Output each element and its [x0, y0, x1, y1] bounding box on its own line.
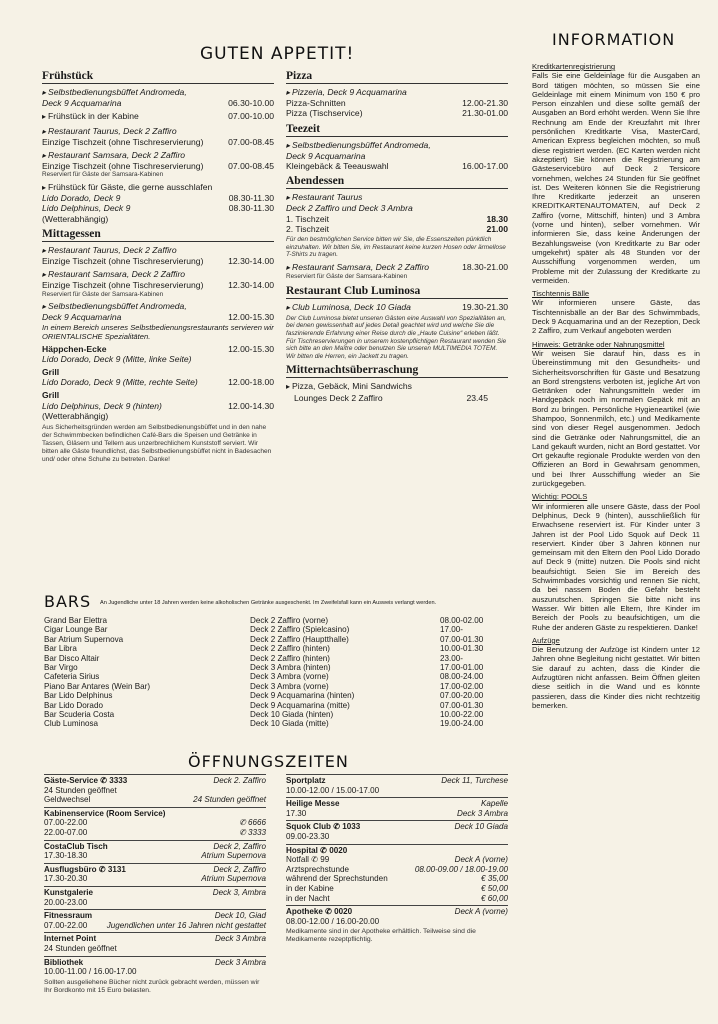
- item-title: ▸ Pizzeria, Deck 9 Acquamarina: [286, 87, 508, 98]
- schedule-name: Kunstgalerie: [44, 887, 94, 897]
- item-time: 08.30-11.30: [228, 193, 274, 204]
- bar-hours: 07.00-20.00: [440, 691, 484, 701]
- item-time: 19.30-21.30: [462, 301, 508, 312]
- schedule-heading: [286, 844, 508, 856]
- list-item: [42, 182, 274, 224]
- item-time: 23.45: [466, 392, 488, 403]
- item-note: Für den bestmöglichen Service bitten wir Sie, die Essenszeiten pünktlich einzuhalten. Wir bitten Sie, im Restaurant keine kurzen Hosen oder ärmellose T-Shirts zu tragen.: [286, 236, 506, 259]
- list-item: [42, 367, 274, 387]
- item-time: 07.00-10.00: [228, 111, 274, 122]
- bar-hours: 07.00-01.30: [440, 700, 484, 710]
- schedule-value: 07.00-22.00: [44, 920, 88, 930]
- main-title: GUTEN APPETIT!: [200, 44, 355, 64]
- item-sub: Lido Delphinus, Deck 9 (hinten): [42, 400, 162, 411]
- list-item: [42, 126, 274, 147]
- bar-location: Deck 10 Giada (hinten): [250, 710, 334, 720]
- item-time: 06.30-10.00: [228, 98, 274, 109]
- list-item: [42, 87, 274, 108]
- item-title: ▸ Selbstbedienungsbüffet Andromeda,: [42, 87, 274, 98]
- schedule-heading: [286, 797, 508, 809]
- list-item: [42, 245, 274, 266]
- bar-row: [44, 644, 506, 653]
- schedule-value: in der Kabine: [286, 883, 334, 893]
- item-time: 12.00-15.30: [228, 312, 274, 323]
- section-luminosa: Restaurant Club Luminosa: [286, 285, 508, 299]
- item-time: 21.30-01.00: [462, 108, 508, 119]
- schedule-detail: € 60,00: [480, 893, 508, 903]
- schedule-line: [286, 884, 508, 894]
- schedule-heading: [44, 886, 266, 898]
- item-time: 08.30-11.30: [228, 203, 274, 214]
- item-sub: Lido Delphinus, Deck 9: [42, 203, 131, 214]
- schedule-value: 20.00-23.00: [44, 897, 88, 907]
- schedule-line: [44, 967, 266, 977]
- schedule-location: Deck 11, Turchese: [441, 776, 508, 785]
- schedule-location: Deck 2, Zaffiro: [213, 841, 266, 851]
- schedule-location: Deck 10 Giada: [454, 822, 508, 832]
- item-time: 12.30-14.00: [228, 256, 274, 267]
- bar-row: [44, 691, 506, 700]
- schedule-name: Hospital ✆ 0020: [286, 845, 348, 855]
- item-sub: Pizza (Tischservice): [286, 108, 363, 119]
- schedule-line: [286, 809, 508, 819]
- item-time: 07.00-08.45: [228, 136, 274, 147]
- info-heading: Aufzüge: [532, 635, 560, 645]
- bar-location: Deck 2 Zaffiro (hinten): [250, 653, 330, 663]
- schedule-name: Internet Point: [44, 934, 97, 944]
- schedule-note: Sollten ausgeliehene Bücher nicht zurück gebracht werden, müssen wir Ihr Bordkonto mit 15 Euro belasten.: [44, 978, 260, 994]
- info-heading: Hinweis: Getränke oder Nahrungsmittel: [532, 339, 665, 349]
- item-note: Der Club Luminosa bietet unseren Gästen eine Auswahl von Spezialitäten an, bei denen gewissenhaft auf jedes Detail geachtet wird und welche Sie die faszinierende Erfahrung einer Reise durch die „Haute Cuisine“ erleben läßt. Für Tischreservierungen in unserem kostenpflichtigen Restaurant wenden Sie sich bitte an den Maître oder benutzen Sie unseren MULTIMEDIA TOTEM. Wir bitten die Herren, ein Jackett zu tragen.: [286, 314, 507, 360]
- bar-row: [44, 701, 506, 710]
- schedule-detail: Jugendlichen unter 16 Jahren nicht gestattet: [106, 920, 266, 930]
- bar-hours: 17.00-02.00: [440, 681, 484, 691]
- bar-row: [44, 682, 506, 691]
- item-note: In einem Bereich unseres Selbstbedienungsrestaurants servieren wir ORIENTALISCHE Spezialitäten.: [42, 322, 274, 341]
- schedule-value: 22.00-07.00: [44, 827, 88, 837]
- info-heading: Kreditkartenregistrierung: [532, 62, 616, 71]
- schedule-value: Notfall ✆ 99: [286, 855, 330, 865]
- schedule-name: Sportplatz: [286, 776, 326, 785]
- section-pizza: Pizza: [286, 70, 508, 84]
- bar-row: [44, 663, 506, 672]
- item-time: 12.00-21.30: [462, 98, 508, 109]
- middle-menu-column: [286, 66, 508, 406]
- footnote: Aus Sicherheitsgründen werden am Selbstbedienungsbüffet und in den nahe der Schwimmbecken befindlichen Café-Bars die Speisen und Getränke in Tassen, Gläsern und Tellern aus unzerbrechlichem Kunststoff serviert. Wir bitten alle Gäste freundlichst, das Selbstbedienungsbüffet nicht in Badesachen und/ oder ohne Schuhe zu betreten. Danke!: [42, 424, 272, 464]
- schedule-line: [44, 786, 266, 796]
- schedule-name: Bibliothek: [44, 957, 84, 967]
- bars-title: BARS: [44, 592, 92, 611]
- schedule-value: 08.00-12.00 / 16.00-20.00: [286, 916, 380, 926]
- schedule-location: Deck 3 Ambra: [215, 957, 266, 967]
- schedule-name: Ausflugsbüro ✆ 3131: [44, 864, 126, 874]
- info-paragraph: Wir informieren unsere Gäste, das Tischtennisbälle an der Bar des Schwimmbads, Deck 9 Acquamarina und an der Rezeption, Deck 2 Zaffiro, zum Verkauf angeboten werden: [532, 298, 700, 336]
- bar-location: Deck 9 Acquamarina (mitte): [250, 700, 350, 710]
- schedule-value: 17.30-18.30: [44, 851, 88, 861]
- bar-hours: 17.00-01.00: [440, 663, 484, 673]
- info-paragraph: Die Benutzung der Aufzüge ist Kindern unter 12 Jahren ohne Begleitung nicht gestattet. Wir bitten Sie darauf zu achten, dass die Kinder die Aufzugtüren nicht anfassen. Beim Öffnen gleiten diese seitlich in die Wand und es könnte passieren, dass die Kinder dies nicht rechtzeitig bemerken.: [532, 645, 700, 710]
- item-title: ▸ Restaurant Samsara, Deck 2 Zaffiro: [42, 150, 274, 161]
- bar-name: Cafeteria Sirius: [44, 672, 100, 682]
- bar-hours: 19.00-24.00: [440, 719, 484, 729]
- item-time: 12.30-14.00: [228, 280, 274, 291]
- list-item: [286, 192, 508, 259]
- bar-hours: 10.00-01.30: [440, 644, 484, 654]
- schedule-name: CostaClub Tisch: [44, 841, 108, 851]
- schedule-line: [44, 874, 266, 884]
- item-title: ▸ Club Luminosa, Deck 10 Giada: [286, 302, 411, 313]
- bar-row: [44, 672, 506, 681]
- schedule-detail: 08.00-09.00 / 18.00-19.00: [414, 864, 508, 874]
- list-item: [286, 381, 508, 402]
- item-time: 07.00-08.45: [228, 161, 274, 172]
- item-note: Reserviert für Gäste der Samsara-Kabinen: [42, 171, 164, 179]
- item-sub: 2. Tischzeit: [286, 223, 329, 234]
- schedule-detail: € 35,00: [480, 874, 508, 884]
- item-time: 12.00-15.30: [228, 343, 274, 354]
- item-sub: Pizza-Schnitten: [286, 98, 346, 109]
- item-title: ▸ Pizza, Gebäck, Mini Sandwichs: [286, 381, 508, 392]
- bar-name: Bar Disco Altair: [44, 653, 100, 663]
- schedule-value: 24 Stunden geöffnet: [44, 943, 117, 953]
- schedule-name: Kabinenservice (Room Service): [44, 808, 166, 818]
- section-teezeit: Teezeit: [286, 123, 508, 137]
- info-paragraph: Wir informieren alle unsere Gäste, dass der Pool Delphinus, Deck 9 (hinten), ausschließlich für Erwachsene reserviert ist. Für Kinder unter 3 Jahren ist der Pool Lido Squok auf Deck 11 reserviert. Kinder über 3 Jahren können nur gemeinsam mit den Eltern den Pool Lido Dorado auf Deck 9 (mitte) nutzen. Die Pools sind nicht beaufsichtigt. Seien Sie im Bereich des Schwimmbades vorsichtig und rennen Sie nicht, da bei nassem Boden die Gefahr besteht auszurutschen. Springen Sie bitte nicht ins Wasser. Wir bitten alle Eltern, Ihre Kinder im Bereich der Pools zu beaufsichtigen, um die Ruhe der anderen Gäste zu respektieren. Danke!: [532, 501, 700, 632]
- item-sub: Lounges Deck 2 Zaffiro: [294, 392, 383, 403]
- schedule-detail: ✆ 3333: [238, 827, 266, 837]
- bar-name: Cigar Lounge Bar: [44, 625, 108, 635]
- bar-location: Deck 9 Acquamarina (hinten): [250, 691, 355, 701]
- schedule-note: Medikamente sind in der Apotheke erhältlich. Teilweise sind die Medikamente rezeptpflichtig.: [286, 928, 476, 944]
- item-note: (Wetterabhängig): [42, 410, 109, 421]
- schedule-line: [44, 851, 266, 861]
- schedule-line: [44, 898, 266, 908]
- schedule-location: Deck 10, Giad: [214, 911, 266, 921]
- item-title: Grill: [42, 390, 60, 401]
- schedule-value: 10.00-11.00 / 16.00-17.00: [44, 967, 137, 977]
- schedule-name: Squok Club ✆ 1033: [286, 822, 361, 832]
- item-time: 12.00-14.30: [228, 400, 274, 411]
- schedule-heading: [44, 909, 266, 921]
- bar-location: Deck 3 Ambra (vorne): [250, 681, 329, 691]
- schedule-detail: Atrium Supernova: [201, 874, 266, 884]
- item-title: Grill: [42, 367, 60, 378]
- info-column: [532, 58, 700, 710]
- bar-location: Deck 3 Ambra (hinten): [250, 663, 331, 673]
- schedule-heading: [286, 820, 508, 832]
- item-note: (Wetterabhängig): [42, 213, 109, 224]
- schedule-detail: € 50,00: [480, 883, 508, 893]
- schedule-heading: [44, 932, 266, 944]
- bar-hours: 08.00-24.00: [440, 672, 484, 682]
- info-heading: Wichtig: POOLS: [532, 492, 588, 502]
- section-abendessen: Abendessen: [286, 175, 508, 189]
- schedule-heading: [44, 807, 266, 819]
- schedule-location: Deck 3 Ambra: [215, 934, 266, 944]
- item-title: ▸ Restaurant Taurus: [286, 192, 508, 203]
- info-title: INFORMATION: [552, 30, 676, 49]
- schedule-heading: [44, 863, 266, 875]
- item-title: ▸ Restaurant Samsara, Deck 2 Zaffiro: [42, 269, 274, 280]
- bar-hours: 10.00-22.00: [440, 710, 484, 720]
- item-note: Reserviert für Gäste der Samsara-Kabinen: [286, 273, 408, 281]
- info-paragraph: Wir weisen Sie darauf hin, dass es in Übereinstimmung mit den Gesundheits- und Sicherheitsvorschriften für Gäste und Besatzung an Bord strengstens verboten ist, jegliche Art von Getränken oder Nahrungsmitteln weder im Handgepäck noch im normalen Gepäck mit an Bord zu bringen. Persönliche Hygieneartikel (wie Shampoo, Sonnenmilch, etc.) und Medikamente sind von dieser Regel ausgenommen. Jedoch sind die Getränke oder Nahrungsmittel, die an Land gekauft wurden, nicht an Bord gestattet. Vor Ort gekaufte regionale Produkte werden von den Offizieren an Bord in Gewahrsam genommen, und bei Ihrer Ausschiffung wieder an Sie zurückgegeben.: [532, 348, 700, 489]
- schedule-line: [286, 786, 508, 796]
- bar-hours: 17.00-: [440, 625, 463, 635]
- item-sub: Kleingebäck & Teeauswahl: [286, 161, 389, 172]
- item-title: ▸ Restaurant Samsara, Deck 2 Zaffiro: [286, 262, 429, 273]
- schedule-name: Apotheke ✆ 0020: [286, 907, 353, 917]
- item-sub: Lido Dorado, Deck 9 (Mitte, rechte Seite): [42, 377, 198, 388]
- item-sub: Lido Dorado, Deck 9: [42, 193, 121, 204]
- schedule-value: Arztsprechstunde: [286, 864, 349, 874]
- item-sub: Einzige Tischzeit (ohne Tischreservierung): [42, 256, 204, 267]
- item-sub: Deck 9 Acquamarina: [42, 98, 122, 109]
- bar-name: Piano Bar Antares (Wein Bar): [44, 681, 151, 691]
- info-paragraph: Falls Sie eine Geldeinlage für die Ausgaben an Bord tätigen möchten, so müssen Sie eine Geldeinlage mit einem Minimum von 150 € pro Person einzahlen und diese sollte gemäß der Ausgaben an Bord erhöht werden. Wenn Sie Ihre Rechnung am Ende der Kreuzfahrt mit Ihrer persönlichen Kreditkarte Visa, MasterCard, American Express begleichen möchten, so muß diese registriert werden. (EC Karten werden nicht akzeptiert) Sie können die Registrierung am Gästeservicebüro auf Deck 2 Tersicore vornehmen, welches 24 Stunden für Sie geöffnet ist. Des Weiteren können Sie die Registrierung Ihre Kreditkarte jederzeit an unseren KREDITKARTENAUTOMATEN, auf Deck 2 Zaffiro (vorne, Mittschiff, hinten) und 3 Ambra (vorne und hinten), selber vornehmen. Wir informieren Sie, dass keine Änderungen der Bezahlungsweise (von Kreditkarte zu Bar oder umgekehrt) später als 48 Stunden vor der Ausschiffung vorgenommen werden, um Probleme mit der Zulassung der Kreditkarte zu vermeiden.: [532, 71, 700, 285]
- item-sub: 1. Tischzeit: [286, 213, 329, 224]
- item-sub: Deck 9 Acquamarina: [286, 150, 366, 161]
- bar-name: Bar Lido Delphinus: [44, 691, 113, 701]
- info-heading: Tischtennis Bälle: [532, 289, 590, 299]
- bar-row: [44, 616, 506, 625]
- schedule-line: [286, 874, 508, 884]
- schedule-line: [286, 917, 508, 927]
- schedule-location: Deck A (vorne): [454, 907, 508, 917]
- schedule-heading: [286, 905, 508, 917]
- schedule-heading: [44, 956, 266, 968]
- bar-location: Deck 2 Zaffiro (Spielcasino): [250, 625, 350, 635]
- item-title: ▸ Selbstbedienungsbüffet Andromeda,: [42, 301, 274, 312]
- list-item: [42, 269, 274, 298]
- schedule-value: während der Sprechstunden: [286, 874, 388, 884]
- list-item: [286, 262, 508, 281]
- list-item: [42, 111, 274, 122]
- bar-row: [44, 710, 506, 719]
- schedule-value: 10.00-12.00 / 15.00-17.00: [286, 785, 380, 795]
- bar-name: Grand Bar Elettra: [44, 616, 107, 625]
- schedule-detail: Deck A (vorne): [454, 855, 508, 865]
- item-title: ▸ Restaurant Taurus, Deck 2 Zaffiro: [42, 126, 274, 137]
- schedule-line: [286, 832, 508, 842]
- schedule-value: 24 Stunden geöffnet: [44, 785, 117, 795]
- schedule-detail: Deck 3 Ambra: [457, 808, 508, 818]
- item-title: ▸ Frühstück in der Kabine: [42, 111, 139, 122]
- oeffnung-left: [44, 772, 266, 995]
- item-title: ▸ Restaurant Taurus, Deck 2 Zaffiro: [42, 245, 274, 256]
- section-mitternacht: Mitternachtsüberraschung: [286, 364, 508, 378]
- schedule-line: [44, 818, 266, 828]
- list-item: [286, 87, 508, 119]
- schedule-line: [286, 855, 508, 865]
- schedule-location: Deck 3, Ambra: [212, 887, 266, 897]
- bar-location: Deck 2 Zaffiro (Hauptthalle): [250, 634, 349, 644]
- bar-name: Bar Scuderia Costa: [44, 710, 115, 720]
- bar-row: [44, 654, 506, 663]
- item-time: 18.30: [486, 213, 508, 224]
- list-item: [286, 140, 508, 172]
- bar-hours: 08.00-02.00: [440, 616, 484, 625]
- list-item: [286, 302, 508, 361]
- bar-row: [44, 635, 506, 644]
- schedule-location: Deck 2. Zaffiro: [213, 776, 266, 785]
- schedule-heading: [44, 774, 266, 786]
- schedule-line: [44, 795, 266, 805]
- schedule-detail: ✆ 6666: [238, 818, 266, 828]
- bar-hours: 07.00-01.30: [440, 634, 484, 644]
- item-time: 16.00-17.00: [462, 161, 508, 172]
- section-fruehstueck: Frühstück: [42, 70, 274, 84]
- schedule-name: Fitnessraum: [44, 911, 93, 921]
- schedule-detail: 24 Stunden geöffnet: [193, 795, 266, 805]
- item-note: Reserviert für Gäste der Samsara-Kabinen: [42, 290, 164, 298]
- bar-name: Bar Libra: [44, 644, 77, 654]
- item-title: ▸ Frühstück für Gäste, die gerne ausschlafen: [42, 182, 274, 193]
- schedule-value: 07.00-22.00: [44, 818, 88, 828]
- schedule-value: 17.30: [286, 808, 307, 818]
- schedule-line: [286, 865, 508, 875]
- schedule-heading: [44, 840, 266, 852]
- schedule-value: in der Nacht: [286, 893, 330, 903]
- bar-hours: 23.00-: [440, 653, 463, 663]
- schedule-heading: [286, 774, 508, 786]
- oeffnung-right: [286, 772, 508, 944]
- item-time: 21.00: [486, 223, 508, 234]
- schedule-value: 09.00-23.30: [286, 831, 330, 841]
- schedule-name: Heilige Messe: [286, 799, 340, 809]
- schedule-detail: Atrium Supernova: [201, 851, 266, 861]
- bar-name: Bar Lido Dorado: [44, 700, 103, 710]
- bar-row: [44, 625, 506, 634]
- left-menu-column: [42, 66, 274, 464]
- item-sub: Deck 9 Acquamarina: [42, 312, 122, 323]
- schedule-value: 17.30-20.30: [44, 874, 88, 884]
- schedule-line: [44, 921, 266, 931]
- bar-row: [44, 719, 506, 728]
- bar-location: Deck 2 Zaffiro (hinten): [250, 644, 330, 654]
- item-title: Häppchen-Ecke: [42, 343, 107, 354]
- bar-location: Deck 10 Giada (mitte): [250, 719, 329, 729]
- bar-name: Club Luminosa: [44, 719, 98, 729]
- section-mittagessen: Mittagessen: [42, 228, 274, 242]
- item-time: 12.00-18.00: [228, 377, 274, 388]
- item-sub: Einzige Tischzeit (ohne Tischreservierung): [42, 280, 204, 291]
- item-sub: Lido Dorado, Deck 9 (Mitte, linke Seite): [42, 353, 192, 364]
- list-item: [42, 344, 274, 364]
- bar-location: Deck 3 Ambra (vorne): [250, 672, 329, 682]
- schedule-name: Gäste-Service ✆ 3333: [44, 776, 128, 785]
- schedule-line: [286, 894, 508, 904]
- bars-list: [44, 616, 506, 729]
- bar-location: Deck 2 Zaffiro (vorne): [250, 616, 329, 625]
- schedule-location: Kapelle: [480, 799, 508, 809]
- item-time: 18.30-21.00: [462, 261, 508, 272]
- bar-name: Bar Virgo: [44, 663, 78, 673]
- item-sub: Einzige Tischzeit (ohne Tischreservierung): [42, 161, 204, 172]
- bar-name: Bar Atrium Supernova: [44, 634, 124, 644]
- list-item: [42, 150, 274, 179]
- item-sub: Einzige Tischzeit (ohne Tischreservierung): [42, 136, 204, 147]
- schedule-value: Geldwechsel: [44, 795, 91, 805]
- list-item: [42, 301, 274, 340]
- schedule-location: Deck 2, Zaffiro: [213, 864, 266, 874]
- item-title: ▸ Selbstbedienungsbüffet Andromeda,: [286, 140, 508, 151]
- schedule-line: [44, 828, 266, 838]
- list-item: [42, 390, 274, 421]
- oeffnung-title: ÖFFNUNGSZEITEN: [188, 752, 349, 771]
- bars-note: An Jugendliche unter 18 Jahren werden keine alkoholischen Getränke ausgeschenkt. Im Zweifelsfall kann ein Ausweis verlangt werden.: [100, 600, 437, 606]
- schedule-line: [44, 944, 266, 954]
- item-sub: Deck 2 Zaffiro und Deck 3 Ambra: [286, 203, 413, 214]
